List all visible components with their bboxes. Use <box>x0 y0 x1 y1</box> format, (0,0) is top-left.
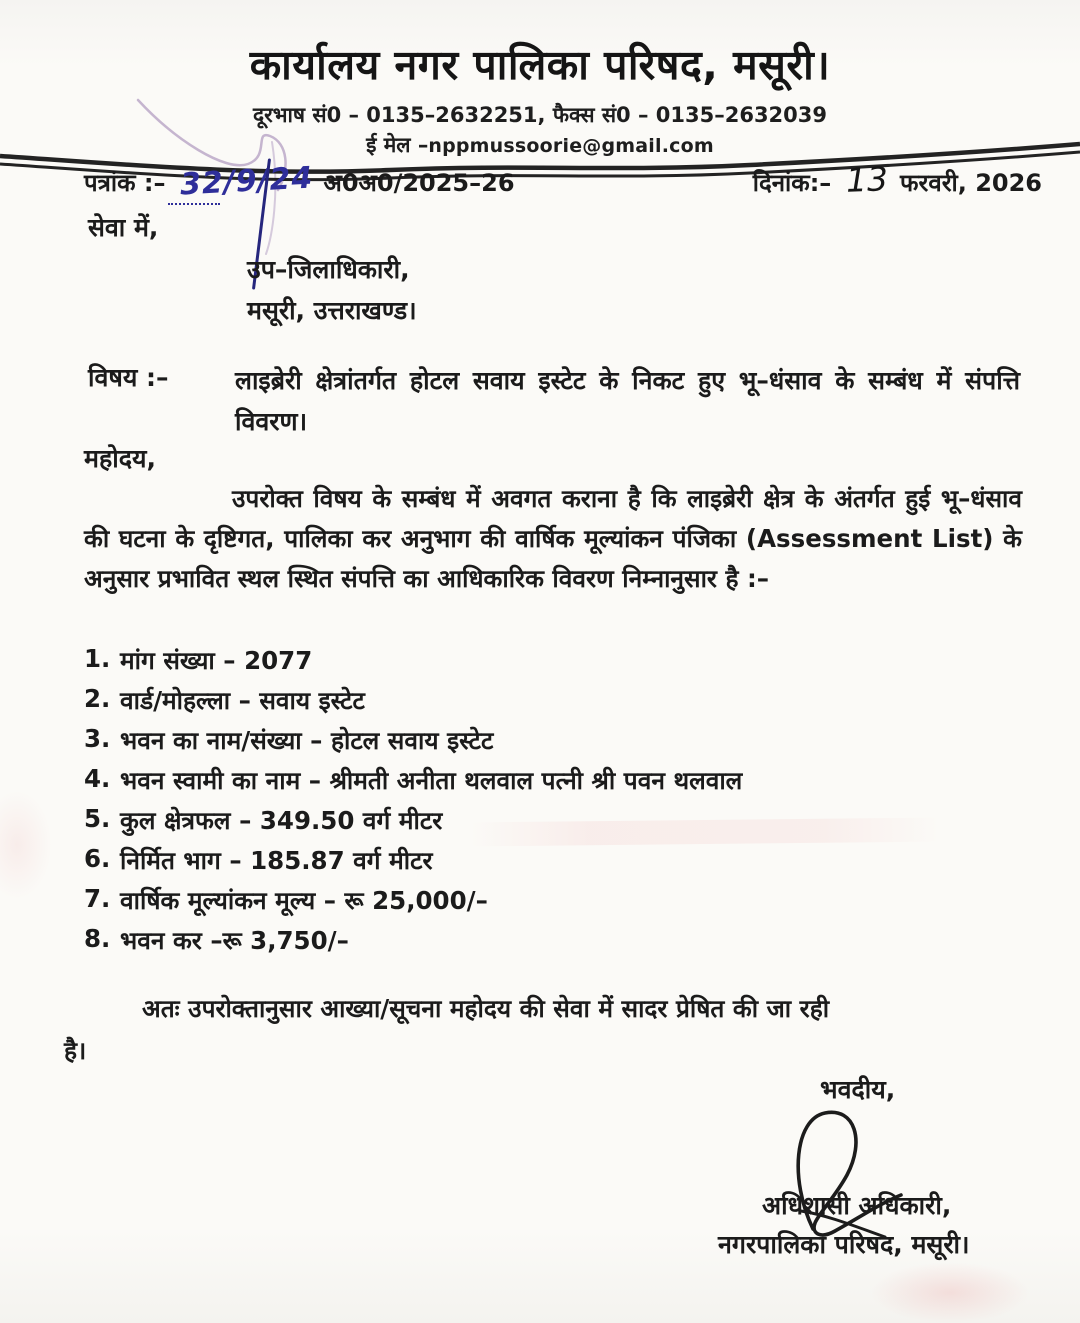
list-item-text: निर्मित भाग – 185.87 वर्ग मीटर <box>120 846 433 875</box>
date-group <box>752 159 1042 200</box>
list-item <box>84 724 984 764</box>
letterhead-office-name: कार्यालय नगर पालिका परिषद, मसूरी। <box>249 41 831 89</box>
subject-text: लाइब्रेरी क्षेत्रांतर्गत होटल सवाय इस्टेट के निकट हुए भू–धंसाव के सम्बंध में संपत्ति विवरण। <box>235 366 1020 436</box>
list-item-text: भवन स्वामी का नाम – श्रीमती अनीता थलवाल पत्नी श्री पवन थलवाल <box>120 766 743 795</box>
list-item-text: कुल क्षेत्रफल – 349.50 वर्ग मीटर <box>120 806 443 835</box>
scan-smudge <box>870 1262 1030 1323</box>
list-item <box>84 884 984 924</box>
addressee-designation: उप–जिलाधिकारी, <box>247 255 410 284</box>
email-label: ई मेल – <box>366 133 429 157</box>
letter-number-handwritten: 32/9/24 <box>179 160 314 203</box>
list-item-text: मांग संख्या – 2077 <box>120 646 313 675</box>
signatory-title: अधिशासी अधिकारी, <box>762 1191 952 1220</box>
letter-number-suffix: अ0अ0/2025–26 <box>323 169 515 197</box>
valediction: भवदीय, <box>820 1075 896 1104</box>
list-item <box>84 844 984 884</box>
list-item <box>84 764 984 804</box>
letter-number-group <box>84 160 515 203</box>
list-item-text: भवन कर –रू 3,750/– <box>120 926 349 955</box>
subject-label: विषय :– <box>88 363 169 392</box>
date-month-year: फरवरी, 2026 <box>900 169 1042 197</box>
list-item-text: भवन का नाम/संख्या – होटल सवाय इस्टेट <box>120 726 494 755</box>
property-details-list <box>84 644 984 964</box>
list-item <box>84 924 984 964</box>
list-item-number: 4. <box>84 764 111 793</box>
closing-paragraph <box>64 988 1020 1072</box>
dotted-underline <box>168 203 220 205</box>
subject-row <box>88 360 1020 442</box>
list-item-number: 2. <box>84 684 111 713</box>
list-item-number: 3. <box>84 724 111 753</box>
closing-line-2: है। <box>64 1036 87 1065</box>
scan-smudge <box>0 790 52 900</box>
addressee-place: मसूरी, उत्तराखण्ड। <box>247 296 417 325</box>
list-item-number: 6. <box>84 844 111 873</box>
date-day-handwritten: 13 <box>845 159 889 200</box>
list-item-number: 7. <box>84 884 111 913</box>
reference-row <box>84 159 1042 203</box>
addressee-salutation: सेवा में, <box>88 213 159 242</box>
list-item-text: वार्षिक मूल्यांकन मूल्य – रू 25,000/– <box>120 886 488 915</box>
list-item-number: 5. <box>84 804 111 833</box>
list-item <box>84 684 984 724</box>
list-item-number: 8. <box>84 924 111 953</box>
list-item-number: 1. <box>84 644 111 673</box>
scan-smudge <box>470 818 940 847</box>
list-item <box>84 644 984 684</box>
closing-line-1: अतः उपरोक्तानुसार आख्या/सूचना महोदय की सेवा में सादर प्रेषित की जा रही <box>142 994 830 1023</box>
list-item-text: वार्ड/मोहल्ला – सवाय इस्टेट <box>120 686 365 715</box>
greeting: महोदय, <box>84 444 156 473</box>
letterhead-phone-fax: दूरभाष सं0 – 0135–2632251, फैक्स सं0 – 0135–2632039 <box>252 103 828 127</box>
letter-number-label: पत्रांक :– <box>84 169 166 197</box>
signature-mark <box>765 1103 925 1243</box>
signatory-organization: नगरपालिका परिषद, मसूरी। <box>718 1230 970 1259</box>
date-label: दिनांक:– <box>752 169 832 197</box>
body-paragraph: उपरोक्त विषय के सम्बंध में अवगत कराना है कि लाइब्रेरी क्षेत्र के अंतर्गत हुई भू–धंसाव की घटना के दृष्टिगत, पालिका कर अनुभाग की वार्षिक मूल्यांकन पंजिका (Assessment List) के अनुसार प्रभावित स्थल स्थित संपत्ति का आधिकारिक विवरण निम्नानुसार है :– <box>84 484 1022 593</box>
email-address: nppmussoorie@gmail.com <box>428 135 714 157</box>
